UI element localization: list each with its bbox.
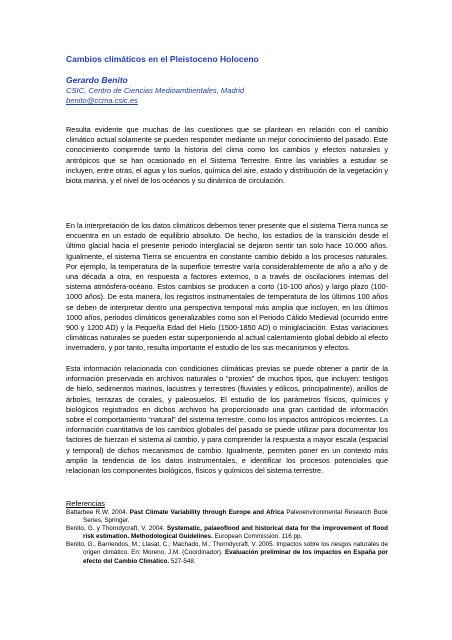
references-heading: Referencias (66, 499, 105, 508)
body-paragraph-1: Resulta evidente que muchas de las cuestiones que se plantean en relación con el cambio climático actual solamente se pueden responder mediante un mejor conocimiento del pasado. Este conocimiento comprende tanto la historia del clima como los cambios y efectos naturales y antrópicos que se han ocasionado en el Sistema Terrestre. Entre las variables a estudiar se incluyen, entre otras, el agua y los suelos, química del aire, estado y distribución de la vegetación y biota marina, y el nivel de los océanos y su dinámica de circulación. (66, 125, 388, 186)
reference-item (66, 509, 388, 525)
reference-title: Past Climate Variability through Europe and Africa (129, 509, 284, 516)
document-title: Cambios climáticos en el Pleistoceno Holoceno (66, 54, 259, 64)
reference-item (66, 541, 388, 565)
body-paragraph-3: Esta información relacionada con condiciones climáticas previas se puede obtener a partir de la información preservada en archivos naturales o “proxies” de muchos tipos, que incluyen: testigos de hielo, sedimentos marinos, lacustres y terrestres (fluviales y eólicos, principalmente), anillos de árboles, terrazas de corales, y paleosuelos. El estudio de los parámetros físicos, químicos y biológicos registrados en dichos archivos ha proporcionado una gran cantidad de información sobre el comportamiento “natural” del sistema terrestre, como los impactos antrópicos recientes. La información cuantitativa de los cambios globales del pasado se puede utilizar para documentar los factores de fuerzan el sistema al cambio, y para comprender la respuesta a mayor escala (espacial y temporal) de dichos mecanismos de cambio. Igualmente, permiten poner en un contexto más amplio la tendencia de los datos instrumentales, e identificar los procesos potenciales que relacionan los componentes biológicos, físicos y químicos del sistema terrestre. (66, 364, 388, 476)
reference-source: Paleoenvironmental Research Book Series, Springer. (83, 509, 389, 525)
references-list (66, 509, 388, 566)
reference-source: 527-548. (170, 557, 196, 565)
reference-item (66, 525, 388, 541)
reference-source: European Commission. 116 pp. (214, 533, 303, 541)
reference-title: Evaluación preliminar de los impactos en España por efecto del Cambio Climático. (83, 549, 389, 565)
reference-title: Systematic, palaeoflood and historical data for the improvement of flood risk estimation. Methodological Guidelines. (83, 525, 388, 541)
body-paragraph-2: En la interpretación de los datos climáticos debemos tener presente que el sistema Tierra nunca se encuentra en un estado de equilibrio absoluto. De hecho, los estadios de la transición desde el último glacial hacia el presente periodo interglacial se dejaron sentir tan solo hace 10.000 años. Igualmente, el sistema Tierra se encuentra en constante cambio debido a los procesos naturales. Por ejemplo, la temperatura de la superficie terrestre varía considerablemente de año a año y de una década a otra, en respuesta a factores externos, o a través de oscilaciones internas del sistema atmósfera-océano. Estos cambios se producen a corto (10-100 años) y largo plazo (100-1000 años). De esta manera, los registros instrumentales de temperatura de los últimos 100 años se deben de interpretar dentro una perspectiva temporal más amplia que incluyen, en los últimos 1000 años, periodos climáticos generalizables como son el Periodo Cálido Medieval (ocurrido entre 900 y 1200 AD) y la Pequeña Edad del Hielo (1500-1850 AD) o miniglaciación. Estas variaciones climáticas naturales se pueden estar superponiendo al actual calentamiento global debido al efecto invernadero, y por tanto, resulta importante el estudio de los sus mecanismos y efectos. (66, 221, 388, 353)
author-email-link[interactable]: benito@ccma.csic.es (66, 96, 138, 105)
reference-authors: Benito, G., Barriendos, M.; Llasat, C.; Machado, M.; Thorndycraft, V. 2005. Impactos sobre los riesgos naturales de origen climático. En: Moreno, J.M. (Coordinador). (66, 541, 388, 557)
reference-authors: Benito, G. y Thorndycraft, V. 2004. (66, 525, 165, 533)
author-name: Gerardo Benito (66, 75, 128, 85)
author-affiliation: CSIC, Centro de Ciencias Medioambientales, Madrid (66, 86, 245, 95)
reference-authors: Battarbee R.W. 2004. (66, 509, 128, 516)
